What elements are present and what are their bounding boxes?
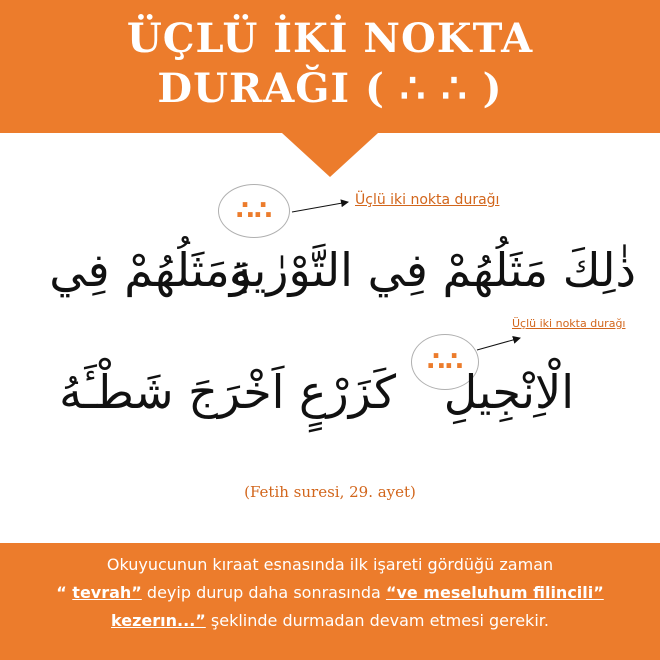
verse-source: (Fetih suresi, 29. ayet) — [244, 483, 416, 501]
title-line-1: ÜÇLÜ İKİ NOKTA — [126, 15, 534, 62]
explanation-panel — [0, 543, 660, 660]
explanation-line-3 — [0, 611, 660, 630]
explanation-line-2 — [0, 583, 660, 602]
quote-open: “ — [56, 583, 73, 602]
verse-line-1-left: وَمَثَلُهُمْ فِي — [49, 243, 252, 297]
title-line-2: DURAĞI ( ∴ ∴ ) — [157, 65, 503, 112]
explanation-middle: deyip durup daha sonrasında — [141, 583, 386, 602]
callout-label-2: Üçlü iki nokta durağı — [512, 317, 626, 330]
explanation-line-1: Okuyucunun kıraat esnasında ilk işareti gördüğü zaman — [106, 555, 554, 574]
callout-arrow-2 — [477, 338, 520, 350]
callout-arrow-1 — [292, 202, 348, 212]
pause-mark-icon: ∴∴ — [426, 347, 464, 377]
explanation-end: şeklinde durmadan devam etmesi gerekir. — [205, 611, 549, 630]
callout-circle-1 — [218, 184, 290, 238]
verse-line-2-left: كَزَرْعٍ اَخْرَجَ شَطْـَٔهُ — [59, 365, 396, 419]
verse-line-1-right: ذٰلِكَ مَثَلُهُمْ فِي التَّوْرٰيةِ — [228, 243, 636, 297]
term-kezerin: kezerın...” — [111, 611, 206, 630]
pause-mark-icon: ∴∴ — [235, 196, 273, 226]
term-meseluhum: “ve meseluhum filincili” — [385, 583, 604, 602]
verse-line-2-right: الْاِنْجِيلِ — [443, 365, 574, 419]
term-tevrah: tevrah” — [72, 583, 142, 602]
callout-label-1: Üçlü iki nokta durağı — [355, 192, 500, 208]
